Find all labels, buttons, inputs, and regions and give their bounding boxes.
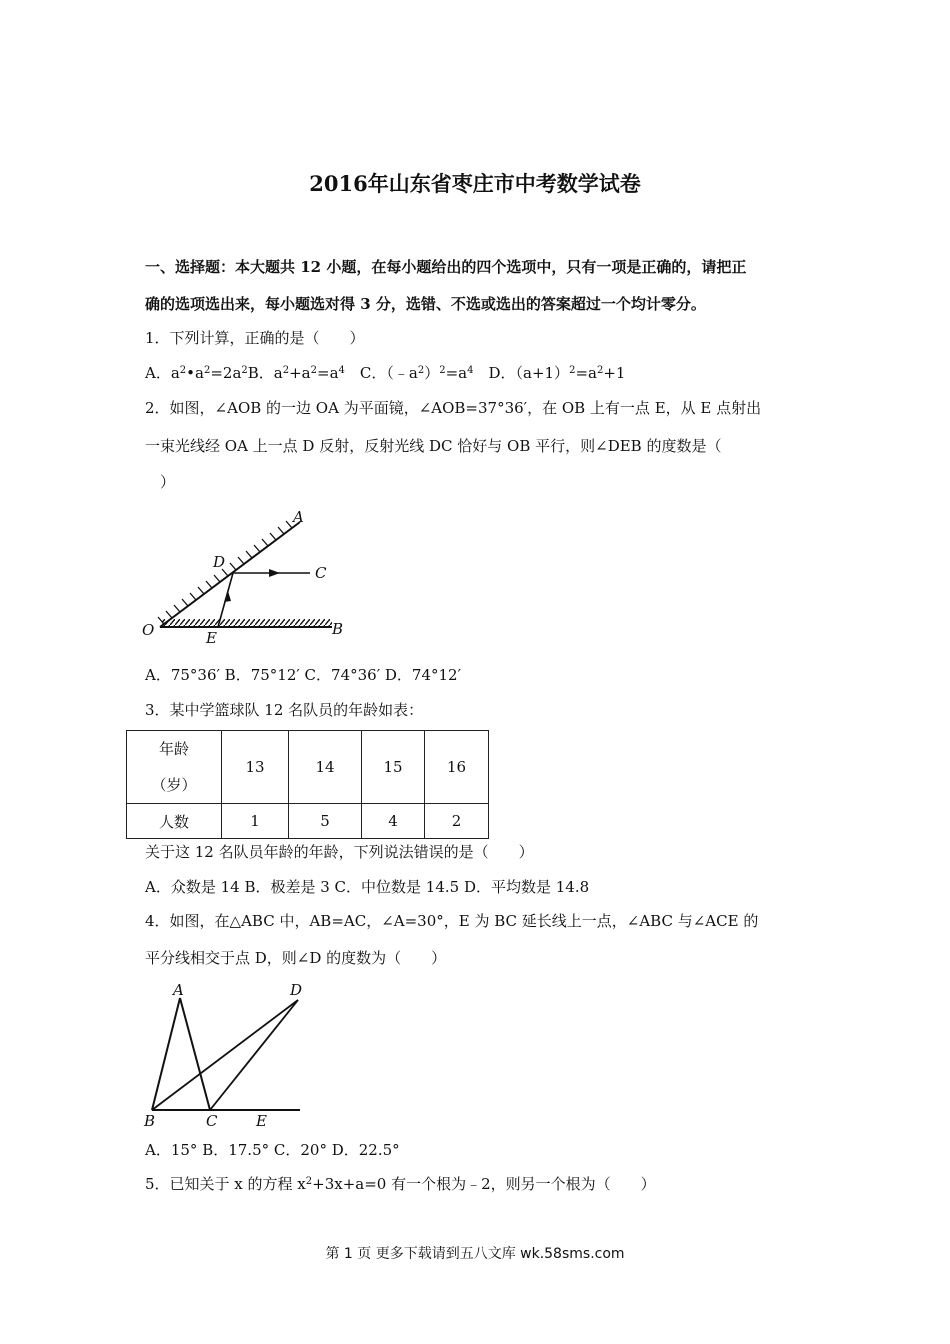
side-ab <box>152 998 180 1110</box>
label-d: D <box>290 981 303 999</box>
reflected-arrow <box>269 569 280 577</box>
label-a: A <box>293 508 304 526</box>
table-row <box>127 731 489 804</box>
table-cell: 1 <box>222 804 289 839</box>
table-cell: 4 <box>362 804 425 839</box>
q2-stem-line1: 2．如图，∠AOB 的一边 OA 为平面镜，∠AOB=37°36′，在 OB 上有一点 E，从 E 点射出 <box>145 399 762 417</box>
label-o: O <box>142 621 155 639</box>
q4-stem-line1: 4．如图，在△ABC 中，AB=AC，∠A=30°，E 为 BC 延长线上一点，∠ABC 与∠ACE 的 <box>145 912 759 930</box>
label-d: D <box>213 553 226 571</box>
label-c: C <box>206 1112 218 1128</box>
table-cell: 2 <box>425 804 489 839</box>
table-header-cell: 年龄 （岁） <box>127 731 222 804</box>
q1-options: A．$a^2•a^2=2a^2B$．$a^2+a^2=a^4$ C．$(﹣a^2)^2=a^4$ D．$(a+1)^2=a^2+1$ <box>145 364 626 382</box>
label-b: B <box>144 1112 156 1128</box>
page-title: 2016年山东省枣庄市中考数学试卷 <box>309 171 641 196</box>
q3-stem: 3．某中学篮球队 12 名队员的年龄如表： <box>145 701 424 719</box>
ob-hatch <box>162 619 332 626</box>
table-cell: 15 <box>362 731 425 804</box>
bisector-bd <box>152 1000 298 1110</box>
q2-options: A．75°36′ B．75°12′ C．74°36′ D．74°12′ <box>145 666 461 684</box>
label-e: E <box>206 629 217 645</box>
q1-stem: 1．下列计算，正确的是（ ） <box>145 329 365 347</box>
section-heading-line1: 一、选择题：本大题共 12 小题，在每小题给出的四个选项中，只有一项是正确的，请把正 <box>145 258 747 276</box>
label-e: E <box>256 1112 267 1128</box>
page-footer: 第 1 页 更多下载请到五八文库 wk.58sms.com <box>325 1246 625 1262</box>
section-heading-line2: 确的选项选出来，每小题选对得 3 分，选错、不选或选出的答案超过一个均计零分。 <box>145 295 706 313</box>
mirror-oa <box>160 522 300 627</box>
table-cell: 5 <box>289 804 362 839</box>
side-ac <box>180 998 210 1110</box>
table-cell: 13 <box>222 731 289 804</box>
q2-stem-line2: 一束光线经 OA 上一点 D 反射，反射光线 DC 恰好与 OB 平行，则∠DEB 的度数是（ <box>145 437 722 455</box>
label-c: C <box>315 564 327 582</box>
q4-figure <box>140 978 310 1128</box>
bisector-cd <box>210 1000 298 1110</box>
q2-figure <box>140 505 345 645</box>
q3-question: 关于这 12 名队员年龄的年龄，下列说法错误的是（ ） <box>145 843 534 861</box>
q5-stem: 5．已知关于 x 的方程 $x^2+3x+a=0$ 有一个根为﹣2，则另一个根为（ ） <box>145 1175 656 1193</box>
age-table <box>126 730 489 839</box>
incident-arrow <box>224 591 231 602</box>
q2-stem-line3: ） <box>160 473 176 491</box>
q4-options: A．15° B．17.5° C．20° D．22.5° <box>145 1141 400 1159</box>
table-cell: 16 <box>425 731 489 804</box>
q4-stem-line2: 平分线相交于点 D，则∠D 的度数为（ ） <box>145 949 447 967</box>
table-row <box>127 804 489 839</box>
table-cell: 14 <box>289 731 362 804</box>
label-a: A <box>173 981 184 999</box>
table-header-cell: 人数 <box>127 804 222 839</box>
label-b: B <box>332 620 344 638</box>
q3-options: A．众数是 14 B．极差是 3 C．中位数是 14.5 D．平均数是 14.8 <box>145 878 590 896</box>
